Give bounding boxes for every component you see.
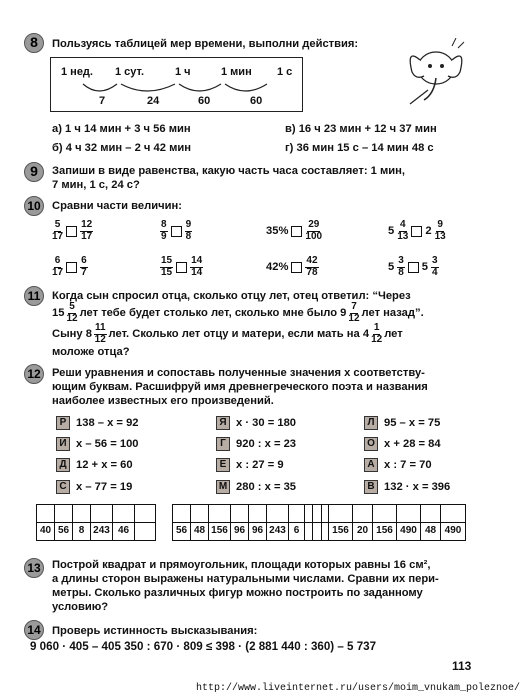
decode-cell[interactable] <box>209 505 231 522</box>
factor-60-b: 60 <box>250 95 263 107</box>
elephant-illustration <box>398 38 468 110</box>
task-9-line-1: Запиши в виде равенства, какую часть часа составляет: 1 мин, <box>52 165 406 177</box>
compare-1-3: 35% $\frac{29}{100}$ <box>266 219 323 242</box>
task-11-badge: 11 <box>24 286 44 306</box>
task-12-line-2: ющим буквам. Расшифруй имя древнегреческого поэта и названия <box>52 381 428 393</box>
decode-cell[interactable] <box>249 505 267 522</box>
decode-value: 243 <box>267 523 289 540</box>
decode-value: 490 <box>444 525 462 537</box>
answer-box[interactable] <box>66 226 77 237</box>
decode-value: 48 <box>421 523 441 540</box>
decode-value: 40 <box>37 523 55 540</box>
compare-2-3: 42% $\frac{42}{78}$ <box>266 255 318 278</box>
decode-value: 96 <box>249 523 267 540</box>
task-11-line-1: Когда сын спросил отца, сколько отцу лет, отец ответил: “Через <box>52 290 411 302</box>
decode-cell[interactable] <box>441 505 465 522</box>
decode-grid-3 <box>312 504 466 541</box>
decode-cell[interactable] <box>173 505 191 522</box>
answer-box[interactable] <box>66 262 77 273</box>
decode-value: 20 <box>353 523 373 540</box>
task-8-badge: 8 <box>24 33 44 53</box>
decode-cell[interactable] <box>289 505 305 522</box>
equation-i: И x – 56 = 100 <box>56 437 139 451</box>
equation-s: С x – 77 = 19 <box>56 480 132 494</box>
task-10-badge: 10 <box>24 196 44 216</box>
decode-cell[interactable] <box>135 505 155 522</box>
answer-box[interactable] <box>291 226 302 237</box>
decode-value: 490 <box>397 523 421 540</box>
factor-24: 24 <box>147 95 160 107</box>
decode-value: 156 <box>209 523 231 540</box>
equation-r: Р 138 – x = 92 <box>56 416 139 430</box>
compare-2-2: $\frac{15}{15}$ $\frac{14}{14}$ <box>161 255 203 278</box>
decode-cell[interactable] <box>397 505 421 522</box>
answer-box[interactable] <box>171 226 182 237</box>
task-13-line-3: метры. Сколько различных фигур можно построить по заданному <box>52 587 423 599</box>
task-13-line-4: условию? <box>52 601 109 613</box>
task-9-line-2: 7 мин, 1 с, 24 с? <box>52 179 140 191</box>
task-10-text: Сравни части величин: <box>52 200 182 212</box>
decode-grid-2 <box>172 504 322 541</box>
task-8-item-a: а) 1 ч 14 мин + 3 ч 56 мин <box>52 123 191 135</box>
task-14-badge: 14 <box>24 620 44 640</box>
decode-grid-1 <box>36 504 156 541</box>
compare-1-4: 5 $\frac{4}{13}$ 2 $\frac{9}{13}$ <box>388 219 446 242</box>
equation-v: В 132 · x = 396 <box>364 480 450 494</box>
decode-cell[interactable] <box>55 505 73 522</box>
equation-m: М 280 : x = 35 <box>216 480 296 494</box>
answer-box[interactable] <box>411 226 422 237</box>
decode-cell[interactable] <box>421 505 441 522</box>
equation-l: Л 95 – x = 75 <box>364 416 440 430</box>
compare-2-4: 5 $\frac{3}{8}$ 5 $\frac{3}{4}$ <box>388 255 438 278</box>
decode-value: 96 <box>231 523 249 540</box>
task-14-text: Проверь истинность высказывания: <box>52 625 258 637</box>
compare-1-1: $\frac{5}{17}$ $\frac{12}{17}$ <box>52 219 93 242</box>
decode-cell[interactable] <box>37 505 55 522</box>
decode-cell[interactable] <box>113 505 135 522</box>
task-12-badge: 12 <box>24 364 44 384</box>
decode-cell[interactable] <box>353 505 373 522</box>
task-8-item-b: б) 4 ч 32 мин – 2 ч 42 мин <box>52 142 191 154</box>
equation-e: Е x : 27 = 9 <box>216 458 284 472</box>
decode-cell[interactable] <box>267 505 289 522</box>
decode-cell[interactable] <box>313 505 329 522</box>
task-11-line-4: моложе отца? <box>52 346 130 358</box>
footer-url[interactable]: http://www.liveinternet.ru/users/moim_vnukam_poleznoe/ <box>196 683 521 694</box>
task-8-text: Пользуясь таблицей мер времени, выполни действия: <box>52 38 359 50</box>
decode-value: 6 <box>289 523 305 540</box>
task-13-line-2: а длины сторон выражены натуральными числами. Сравни их пери- <box>52 573 439 585</box>
unit-second: 1 с <box>277 66 293 78</box>
decode-value: 56 <box>55 523 73 540</box>
unit-week: 1 нед. <box>61 66 93 78</box>
factor-60-a: 60 <box>198 95 211 107</box>
page-number: 113 <box>452 659 472 673</box>
compare-1-2: $\frac{8}{9}$ $\frac{9}{8}$ <box>161 219 192 242</box>
decode-value: 56 <box>173 523 191 540</box>
task-12-line-3: наиболее известных его произведений. <box>52 395 274 407</box>
decode-cell[interactable] <box>231 505 249 522</box>
decode-cell[interactable] <box>91 505 113 522</box>
decode-cell[interactable] <box>73 505 91 522</box>
task-9-badge: 9 <box>24 162 44 182</box>
decode-cell[interactable] <box>329 505 353 522</box>
unit-hour: 1 ч <box>175 66 191 78</box>
answer-box[interactable] <box>176 262 187 273</box>
decode-cell[interactable] <box>373 505 397 522</box>
factor-7: 7 <box>99 95 106 107</box>
time-units-table <box>50 57 303 112</box>
decode-cell[interactable] <box>191 505 209 522</box>
task-14-expression: 9 060 · 405 – 405 350 : 670 · 809 ≤ 398 · (2 881 440 : 360) – 5 737 <box>30 640 377 653</box>
decode-value: 243 <box>91 523 113 540</box>
decode-blank <box>135 523 155 540</box>
task-13-badge: 13 <box>24 558 44 578</box>
decode-value: 156 <box>373 523 397 540</box>
decode-blank <box>313 523 329 540</box>
task-13-line-1: Построй квадрат и прямоугольник, площади которых равны 16 см², <box>52 559 431 571</box>
equation-o: О x + 28 = 84 <box>364 437 441 451</box>
equation-ya: Я x · 30 = 180 <box>216 416 296 430</box>
task-12-line-1: Реши уравнения и сопоставь полученные значения x соответству- <box>52 367 425 379</box>
answer-box[interactable] <box>291 262 302 273</box>
answer-box[interactable] <box>408 262 419 273</box>
task-11-line-3: Сыну 8 $\frac{11}{12}$ лет. Сколько лет отцу и матери, если мать на 4 $\frac{1}{12}$ лет <box>52 322 403 345</box>
equation-d: Д 12 + x = 60 <box>56 458 133 472</box>
unit-day: 1 сут. <box>115 66 145 78</box>
decode-value: 48 <box>191 523 209 540</box>
task-11-line-2: 15 $\frac{5}{12}$ лет тебе будет столько лет, сколько мне было 9 $\frac{7}{12}$ лет назад”. <box>52 301 424 324</box>
decode-value: 46 <box>113 523 135 540</box>
unit-minute: 1 мин <box>221 66 252 78</box>
compare-2-1: $\frac{6}{17}$ $\frac{6}{7}$ <box>52 255 87 278</box>
equation-g: Г 920 : x = 23 <box>216 437 296 451</box>
equation-a: А x : 7 = 70 <box>364 458 432 472</box>
task-8-item-v: в) 16 ч 23 мин + 12 ч 37 мин <box>285 123 437 135</box>
task-8-item-g: г) 36 мин 15 с – 14 мин 48 с <box>285 142 434 154</box>
decode-value: 8 <box>73 523 91 540</box>
decode-value: 156 <box>329 523 353 540</box>
